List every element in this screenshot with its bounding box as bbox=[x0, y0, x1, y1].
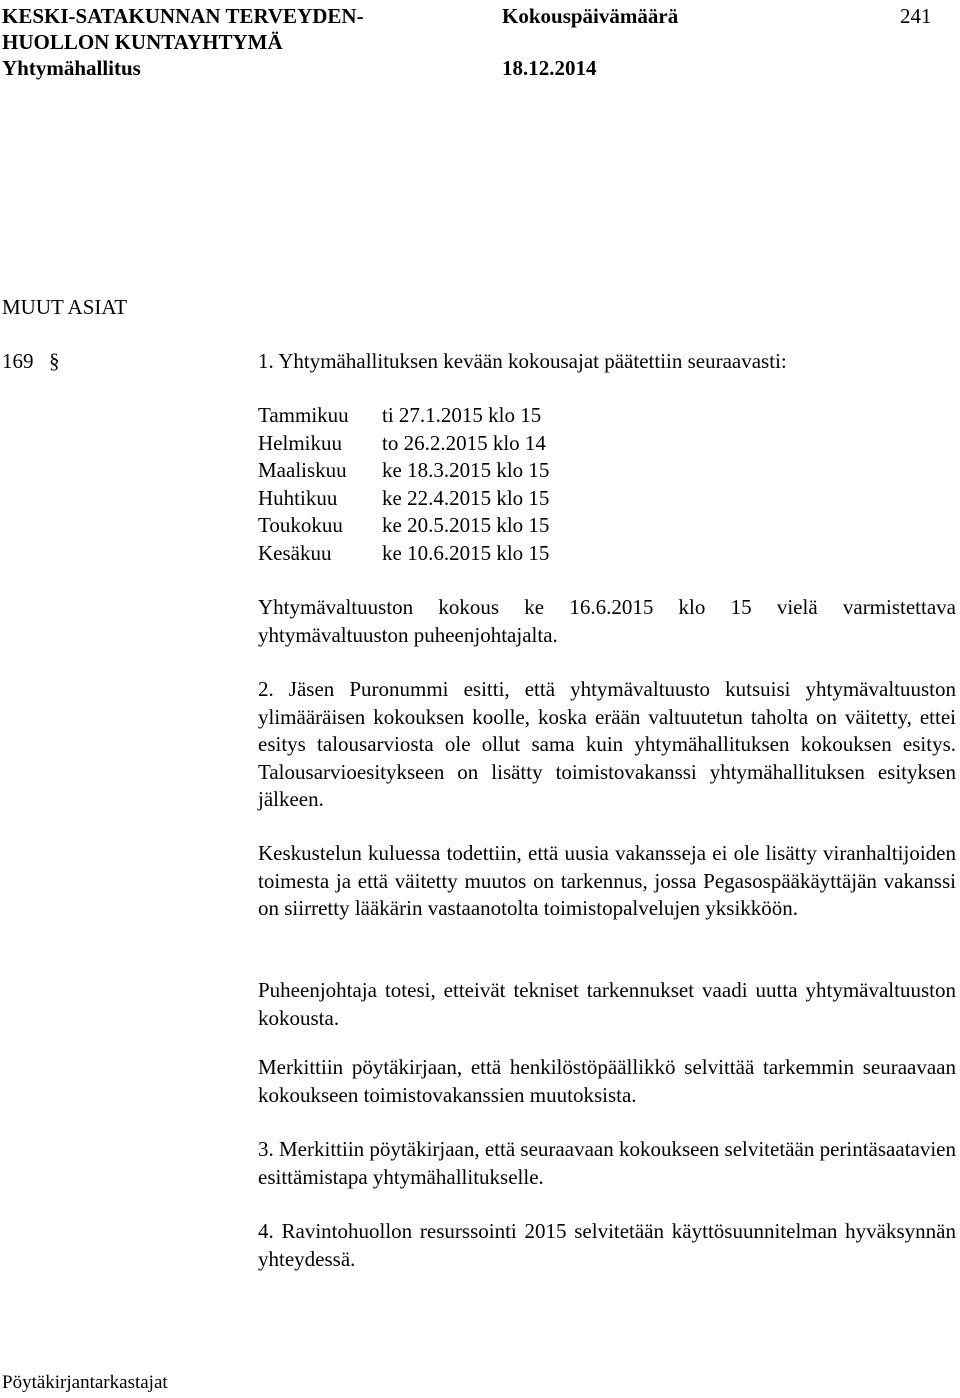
governing-body-name: Yhtymähallitus bbox=[2, 56, 141, 80]
item-intro: 1. Yhtymähallituksen kevään kokousajat päätettiin seuraavasti: bbox=[258, 349, 787, 373]
chair-statement bbox=[258, 977, 956, 1032]
council-meeting-note-text: Yhtymävaltuuston kokous ke 16.6.2015 klo 15 vielä varmistettava yhtymävaltuuston puheenjohtajalta. bbox=[258, 595, 956, 647]
minutes-note-text: Merkittiin pöytäkirjaan, että henkilöstöpäällikkö selvittää tarkemmin seuraavaan kokoukseen toimistovakanssien muutoksista. bbox=[258, 1055, 956, 1107]
schedule-date: ke 20.5.2015 klo 15 bbox=[382, 513, 550, 537]
meeting-date-label: Kokouspäivämäärä bbox=[502, 4, 679, 28]
schedule-row bbox=[258, 430, 549, 458]
point-2-text: 2. Jäsen Puronummi esitti, että yhtymävaltuusto kutsuisi yhtymävaltuuston ylimääräisen kokouksen koolle, koska erään valtuutetun taholta on väitetty, ettei esitys talousarviosta ole ollut sama kuin yhtymähallituksen kokouksen esitys. Talousarvioesitykseen on lisätty toimistovakanssi yhtymähallituksen esityksen jälkeen. bbox=[258, 677, 956, 811]
schedule-date: ke 22.4.2015 klo 15 bbox=[382, 485, 550, 510]
schedule-month: Huhtikuu bbox=[258, 485, 338, 510]
schedule-month: Tammikuu bbox=[258, 403, 349, 427]
organization-name-line2: HUOLLON KUNTAYHTYMÄ bbox=[2, 30, 283, 54]
meeting-schedule-table bbox=[258, 402, 549, 567]
chair-statement-text: Puheenjohtaja totesi, etteivät tekniset tarkennukset vaadi uutta yhtymävaltuuston kokousta. bbox=[258, 978, 956, 1030]
organization-name-line1: KESKI-SATAKUNNAN TERVEYDEN- bbox=[2, 4, 364, 28]
schedule-row bbox=[258, 402, 549, 430]
point-3 bbox=[258, 1136, 956, 1191]
point-2 bbox=[258, 676, 956, 814]
schedule-row bbox=[258, 457, 549, 485]
section-sign: § bbox=[49, 349, 60, 373]
schedule-row bbox=[258, 540, 549, 568]
page-number: 241 bbox=[900, 4, 932, 28]
meeting-date-value: 18.12.2014 bbox=[502, 56, 597, 80]
section-title: MUUT ASIAT bbox=[2, 295, 128, 319]
item-number: 169 bbox=[2, 349, 34, 373]
point-4 bbox=[258, 1218, 956, 1273]
footer-minutes-checkers-label: Pöytäkirjantarkastajat bbox=[2, 1372, 168, 1393]
schedule-month: Helmikuu bbox=[258, 430, 342, 455]
discussion-text: Keskustelun kuluessa todettiin, että uusia vakansseja ei ole lisätty viranhaltijoiden toimesta ja että väitetty muutos on tarkennus, jossa Pegasospääkäyttäjän vakanssi on siirretty lääkärin vastaanotolta toimistopalvelujen yksikköön. bbox=[258, 841, 956, 920]
schedule-date: to 26.2.2015 klo 14 bbox=[382, 430, 546, 455]
schedule-row bbox=[258, 485, 549, 513]
schedule-date: ti 27.1.2015 klo 15 bbox=[382, 403, 542, 427]
schedule-row bbox=[258, 512, 549, 540]
council-meeting-note bbox=[258, 594, 956, 649]
schedule-date: ke 18.3.2015 klo 15 bbox=[382, 458, 550, 482]
schedule-month: Toukokuu bbox=[258, 513, 343, 537]
discussion-paragraph bbox=[258, 840, 956, 923]
point-3-text: 3. Merkittiin pöytäkirjaan, että seuraavaan kokoukseen selvitetään perintäsaatavien esittämistapa yhtymähallitukselle. bbox=[258, 1137, 956, 1189]
schedule-month: Maaliskuu bbox=[258, 458, 347, 482]
schedule-month: Kesäkuu bbox=[258, 540, 332, 565]
schedule-date: ke 10.6.2015 klo 15 bbox=[382, 540, 550, 565]
point-4-text: 4. Ravintohuollon resurssointi 2015 selvitetään käyttösuunnitelman hyväksynnän yhteydessä. bbox=[258, 1219, 956, 1271]
minutes-note bbox=[258, 1054, 956, 1109]
